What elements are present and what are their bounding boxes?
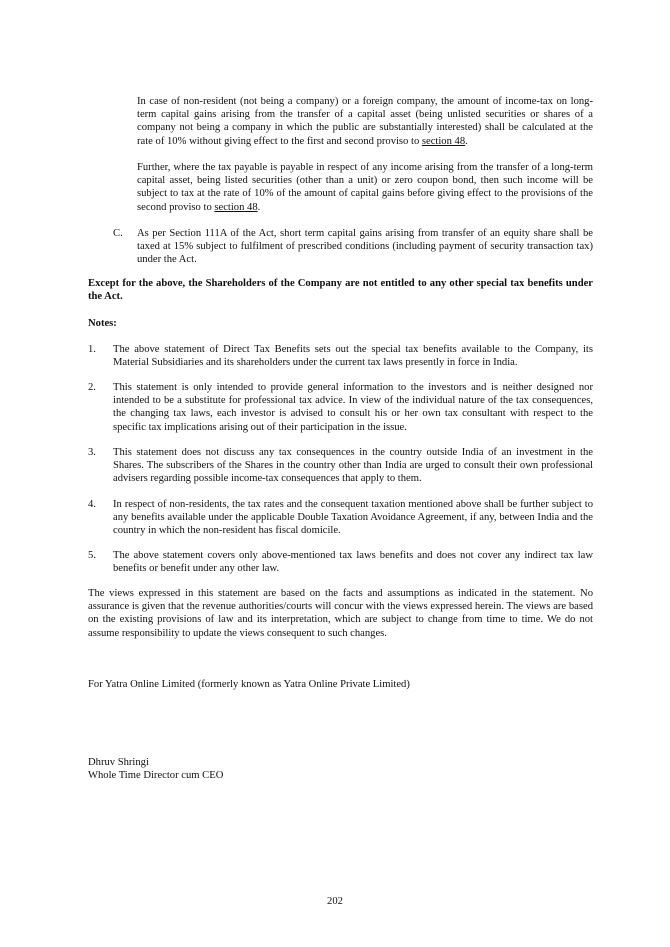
signatory-title: Whole Time Director cum CEO bbox=[88, 770, 224, 781]
paragraph-non-resident-ltcg bbox=[137, 95, 593, 148]
note-text: This statement is only intended to provide general information to the investors and is neither designed nor intended to be a substitute for professional tax advice. In view of the individual nature of the tax consequences, the changing tax laws, each investor is advised to consult his or her own tax consultant with respect to the specific tax implications arising out of their participation in the issue. bbox=[113, 382, 593, 433]
note-text: This statement does not discuss any tax consequences in the country outside India of an investment in the Shares. The subscribers of the Shares in the country other than India are urged to consult their own professional advisers regarding possible income-tax consequences that apply to them. bbox=[113, 447, 593, 485]
except-statement: Except for the above, the Shareholders of the Company are not entitled to any other special tax benefits under the Act. bbox=[88, 278, 593, 303]
note-number: 3. bbox=[88, 447, 96, 458]
paragraph-text: In case of non-resident (not being a company) or a foreign company, the amount of income-tax on long-term capital gains arising from the transfer of a capital asset (being unlisted securities or shares of a company not being a company in which the public are substantially interested) shall be calculated at the rate of 10% without giving effect to the first and second proviso to bbox=[137, 96, 593, 147]
notes-heading: Notes: bbox=[88, 318, 117, 329]
views-paragraph: The views expressed in this statement are based on the facts and assumptions as indicated in the statement. No assurance is given that the revenue authorities/courts will concur with the views expressed herein. The views are based on the existing provisions of law and its interpretation, which are subject to change from time to time. We do not assume responsibility to update the views consequent to such changes. bbox=[88, 588, 593, 639]
note-text: The above statement covers only above-mentioned tax laws benefits and does not cover any indirect tax law benefits or benefit under any other law. bbox=[113, 550, 593, 575]
page-number: 202 bbox=[327, 896, 343, 907]
section-48-link[interactable]: section 48 bbox=[214, 201, 258, 213]
note-number: 5. bbox=[88, 550, 96, 561]
paragraph-text: Further, where the tax payable is payable in respect of any income arising from the transfer of a long-term capital asset, being listed securities (other than a unit) or zero coupon bond, then such income will be subject to tax at the rate of 10% of the amount of capital gains before giving effect to the provisions of the second proviso to bbox=[137, 162, 593, 213]
note-number: 1. bbox=[88, 344, 96, 355]
item-c-text: As per Section 111A of the Act, short term capital gains arising from transfer of an equity share shall be taxed at 15% subject to fulfilment of prescribed conditions (including payment of security transaction tax) under the Act. bbox=[137, 228, 593, 266]
signatory-name: Dhruv Shringi bbox=[88, 757, 149, 768]
note-text: The above statement of Direct Tax Benefits sets out the special tax benefits available to the Company, its Material Subsidiaries and its shareholders under the current tax laws presently in force in India. bbox=[113, 344, 593, 369]
note-text: In respect of non-residents, the tax rates and the consequent taxation mentioned above shall be further subject to any benefits available under the applicable Double Taxation Avoidance Agreement, if any, between India and the country in which the non-resident has fiscal domicile. bbox=[113, 499, 593, 537]
note-number: 2. bbox=[88, 382, 96, 393]
item-c-label: C. bbox=[113, 228, 123, 239]
paragraph-further-listed-securities bbox=[137, 161, 593, 214]
paragraph-text-end: . bbox=[465, 135, 468, 147]
note-number: 4. bbox=[88, 499, 96, 510]
section-48-link[interactable]: section 48 bbox=[421, 135, 466, 147]
signature-company-line: For Yatra Online Limited (formerly known as Yatra Online Private Limited) bbox=[88, 679, 410, 690]
paragraph-text-end: . bbox=[257, 201, 261, 213]
